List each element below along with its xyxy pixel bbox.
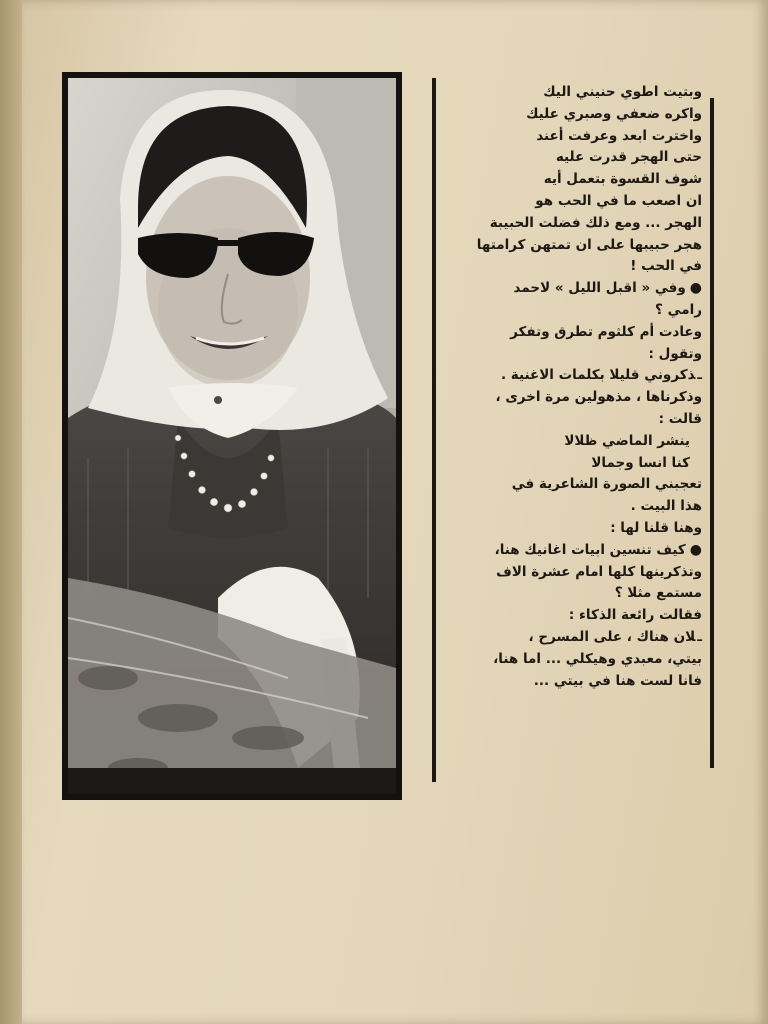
portrait-photo: [62, 72, 402, 800]
body-line: الهجر ... ومع ذلك فضلت الحبيبة: [489, 214, 702, 231]
narration-line: وتقول :: [648, 345, 702, 362]
narration-line: فقالت رائعة الذكاء :: [568, 607, 702, 624]
dash-icon: ـ: [697, 628, 702, 645]
body-line: في الحب !: [630, 258, 702, 275]
reply-line: قالت :: [658, 410, 702, 427]
lyric-line: وبتيت اطوي حنيني اليك: [543, 84, 702, 100]
question-line: وتذكرينها كلها امام عشرة الاف: [496, 563, 702, 580]
lyric-line: واخترت ابعد وعرفت أعند: [536, 127, 702, 144]
reply-line: ـلان هناك ، على المسرح ،: [528, 628, 702, 645]
bullet-icon: ●: [689, 280, 702, 297]
reply-line: بيتي، معبدي وهيكلي ... اما هنا،: [493, 650, 702, 667]
lyric-line: شوف القسوة بتعمل أيه: [543, 171, 702, 188]
article-column: [446, 82, 702, 782]
body-line: ان اصعب ما في الحب هو: [535, 192, 702, 209]
column-rule-right: [710, 98, 714, 768]
verse-line: ينشر الماضي ظلالا: [564, 432, 690, 449]
dash-icon: ـ: [697, 367, 702, 384]
portrait-image: [68, 78, 396, 794]
reply-line: ـذكروني قليلا بكلمات الاغنية .: [500, 367, 702, 384]
question-line: رامي ؟: [655, 301, 702, 318]
verse-line: كنا انسا وجمالا: [591, 454, 690, 471]
lyric-line: واكره ضعفي وصبري عليك: [526, 105, 702, 122]
question-line: ●وفي « اقبل الليل » لاحمد: [513, 280, 702, 297]
reply-line: فانا لست هنا في بيتي ...: [533, 672, 702, 689]
body-line: هجر حبيبها على ان تمتهن كرامتها: [476, 236, 702, 253]
lyric-line: حتى الهجر قدرت عليه: [555, 149, 702, 166]
narration-line: وعادت أم كلثوم تطرق وتفكر: [510, 323, 702, 340]
reply-line: وذكرناها ، مذهولين مرة اخرى ،: [495, 389, 702, 406]
bullet-icon: ●: [689, 541, 702, 558]
narration-line: تعجبني الصورة الشاعرية في: [511, 476, 702, 493]
question-line: مستمع مثلا ؟: [614, 585, 702, 602]
narration-line: وهنا قلنا لها :: [610, 519, 702, 536]
column-rule-left: [432, 78, 436, 782]
narration-line: هذا البيت .: [630, 498, 702, 515]
binding-gutter: [0, 0, 22, 1024]
question-line: ●كيف تنسين ابيات اغانيك هنا،: [494, 541, 702, 558]
